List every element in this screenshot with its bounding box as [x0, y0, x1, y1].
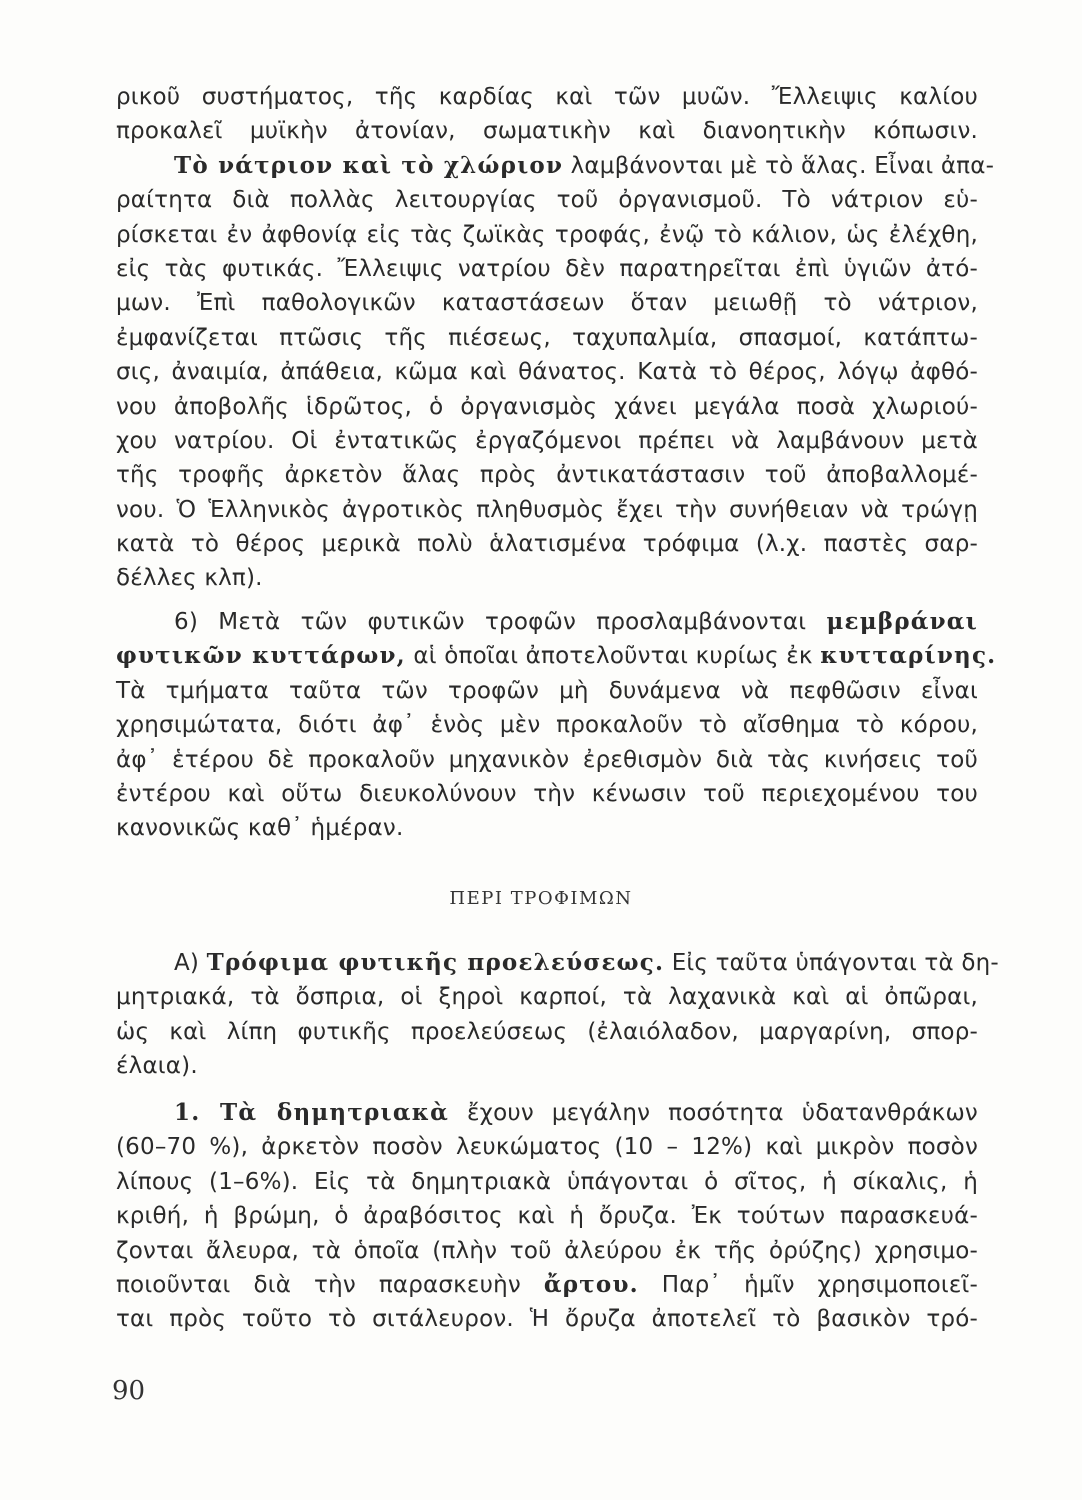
text-line: ρικοῦ συστήματος, τῆς καρδίας καὶ τῶν μυῶν. Ἔλλειψις καλίου [116, 84, 978, 110]
text-line: χου νατρίου. Οἱ ἐντατικῶς ἐργαζόμενοι πρέπει νὰ λαμβάνουν μετὰ [116, 427, 978, 454]
text-line: κριθή, ἡ βρώμη, ὁ ἀραβόσιτος καὶ ἡ ὄρυζα. Ἐκ τούτων παρασκευά- [116, 1203, 978, 1230]
paragraph-minerals [116, 80, 995, 596]
text-line: ἐμφανίζεται πτῶσις τῆς πιέσεως, ταχυπαλμία, σπασμοί, κατάπτω- [116, 324, 978, 351]
text-span: ποιοῦνται διὰ τὴν παρασκευὴν [116, 1271, 544, 1298]
text-line: μων. Ἐπὶ παθολογικῶν καταστάσεων ὅταν μειωθῇ τὸ νάτριον, [116, 290, 978, 317]
bold-term: Τὸ νάτριον καὶ τὸ χλώριον [174, 151, 564, 179]
paragraph-cellulose [116, 605, 997, 846]
text-line [116, 946, 999, 980]
bold-term: φυτικῶν κυττάρων, [116, 642, 406, 670]
text-line: δέλλες κλπ). [116, 565, 263, 592]
text-line: χρησιμώτατα, διότι ἀφ᾽ ἑνὸς μὲν προκαλοῦν τὸ αἴσθημα τὸ κόρου, [116, 712, 978, 739]
text-line: ραίτητα διὰ πολλὰς λειτουργίας τοῦ ὀργανισμοῦ. Τὸ νάτριον εὑ- [116, 187, 978, 214]
text-line: ἐντέρου καὶ οὕτω διευκολύνουν τὴν κένωσιν τοῦ περιεχομένου του [116, 780, 978, 807]
paragraph-cereals [116, 1096, 978, 1337]
text-line: (60–70 %), ἀρκετὸν ποσὸν λευκώματος (10 – 12%) καὶ μικρὸν ποσὸν [116, 1134, 978, 1161]
bold-term: μεμβράναι [826, 608, 978, 635]
text-line: νου ἀποβολῆς ἱδρῶτος, ὁ ὀργανισμὸς χάνει μεγάλα ποσὰ χλωριού- [116, 393, 978, 420]
text-line [116, 1268, 978, 1302]
text-line [116, 639, 997, 673]
text-line: σις, ἀναιμία, ἀπάθεια, κῶμα καὶ θάνατος. Κατὰ τὸ θέρος, λόγῳ ἀφθό- [116, 359, 978, 386]
text-line: τῆς τροφῆς ἀρκετὸν ἅλας πρὸς ἀντικατάστασιν τοῦ ἀποβαλλομέ- [116, 462, 978, 489]
text-span: αἱ ὁποῖαι ἀποτελοῦνται κυρίως ἐκ [405, 643, 821, 670]
text-span: ἔχουν μεγάλην ποσότητα ὑδατανθράκων [449, 1100, 978, 1126]
text-line: ζονται ἄλευρα, τὰ ὁποῖα (πλὴν τοῦ ἀλεύρου ἐκ τῆς ὀρύζης) χρησιμο- [116, 1237, 978, 1264]
text-line [116, 149, 995, 183]
text-line [116, 1096, 978, 1130]
text-line: ἀφ᾽ ἑτέρου δὲ προκαλοῦν μηχανικὸν ἐρεθισμὸν διὰ τὰς κινήσεις τοῦ [116, 746, 978, 773]
text-line: εἰς τὰς φυτικάς. Ἔλλειψις νατρίου δὲν παρατηρεῖται ἐπὶ ὑγιῶν ἀτό- [116, 255, 978, 282]
page-number: 90 [112, 1376, 146, 1406]
text-line: ται πρὸς τοῦτο τὸ σιτάλευρον. Ἡ ὄρυζα ἀποτελεῖ τὸ βασικὸν τρό- [116, 1306, 978, 1333]
bold-term: κυτταρίνης. [820, 642, 997, 670]
text-span: Παρ᾽ ἡμῖν χρησιμοποιεῖ- [638, 1271, 978, 1298]
paragraph-plant-foods [116, 946, 999, 1084]
bold-term: Τρόφιμα φυτικῆς προελεύσεως. [206, 949, 665, 976]
text-line [116, 605, 978, 639]
text-span: Εἰς ταῦτα ὑπάγονται τὰ δη- [664, 950, 999, 976]
text-line: κανονικῶς καθ᾽ ἡμέραν. [116, 815, 404, 842]
text-line: προκαλεῖ μυϊκὴν ἀτονίαν, σωματικὴν καὶ διανοητικὴν κόπωσιν. [116, 118, 978, 145]
text-line: κατὰ τὸ θέρος μερικὰ πολὺ ἁλατισμένα τρόφιμα (λ.χ. παστὲς σαρ- [116, 531, 978, 558]
text-span: 6) Μετὰ τῶν φυτικῶν τροφῶν προσλαμβάνονται [174, 609, 827, 635]
text-line: ὡς καὶ λίπη φυτικῆς προελεύσεως (ἐλαιόλαδον, μαργαρίνη, σπορ- [116, 1018, 978, 1045]
bold-term: 1. Τὰ δημητριακὰ [174, 1099, 450, 1126]
text-line: νου. Ὁ Ἑλληνικὸς ἀγροτικὸς πληθυσμὸς ἔχει τὴν συνήθειαν νὰ τρώγῃ [116, 496, 978, 523]
section-heading: ΠΕΡΙ ΤΡΟΦΙΜΩΝ [449, 888, 633, 909]
text-line: ρίσκεται ἐν ἀφθονίᾳ εἰς τὰς ζωϊκὰς τροφάς, ἐνῷ τὸ κάλιον, ὡς ἐλέχθη, [116, 221, 978, 248]
text-line: Τὰ τμήματα ταῦτα τῶν τροφῶν μὴ δυνάμενα νὰ πεφθῶσιν εἶναι [116, 677, 978, 704]
text-line: έλαια). [116, 1053, 198, 1080]
text-span: Α) [174, 950, 207, 976]
text-line: μητριακά, τὰ ὄσπρια, οἱ ξηροὶ καρποί, τὰ λαχανικὰ καὶ αἱ ὀπῶραι, [116, 984, 978, 1011]
bold-term: ἄρτου. [543, 1270, 639, 1298]
text-span: λαμβάνονται μὲ τὸ ἅλας. Εἶναι ἀπα- [563, 152, 995, 179]
text-line: λίπους (1–6%). Εἰς τὰ δημητριακὰ ὑπάγονται ὁ σῖτος, ἡ σίκαλις, ἡ [116, 1168, 978, 1195]
